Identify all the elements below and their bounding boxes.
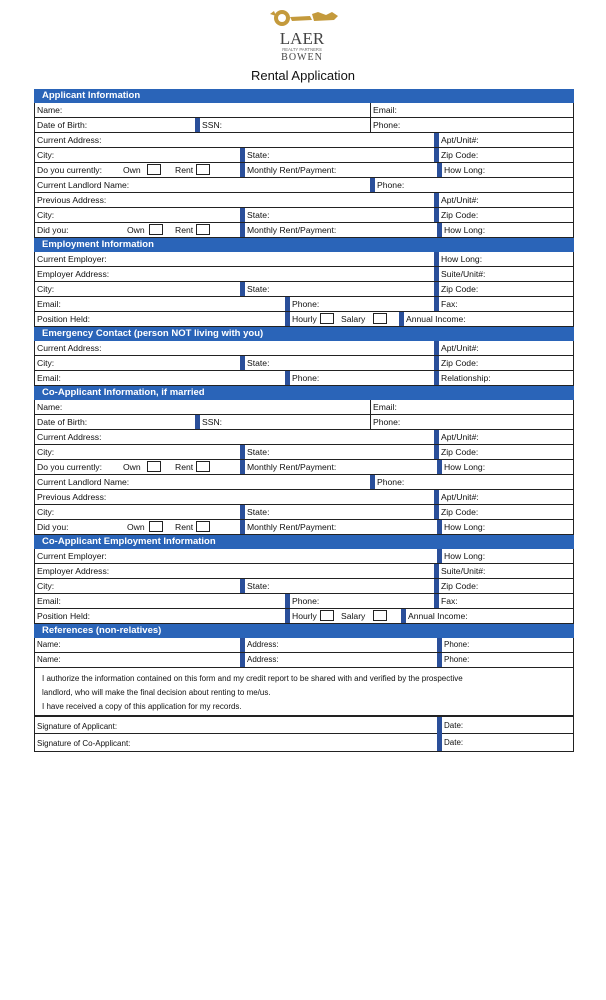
emergency-address-field[interactable]: Current Address: [37, 343, 102, 353]
form-row [34, 148, 574, 163]
annual-income-field[interactable]: Annual Income: [399, 312, 466, 326]
form-row [34, 460, 574, 475]
reference-1-address-field[interactable]: Address: [240, 638, 279, 652]
previous-state-field[interactable]: State: [240, 208, 269, 222]
form-row [34, 178, 574, 193]
form-row [34, 653, 574, 668]
rent-label: Rent [175, 165, 194, 175]
date-of-birth-field[interactable]: Date of Birth: [37, 120, 88, 130]
rental-application-form [34, 89, 574, 752]
co-applicant-signature-field[interactable]: Signature of Co-Applicant: [37, 739, 131, 748]
form-row [34, 549, 574, 564]
co-name-field[interactable]: Name: [37, 402, 63, 412]
form-row [34, 103, 574, 118]
section-emergency-contact: Emergency Contact (person NOT living with you) [34, 327, 574, 341]
reference-1-name-field[interactable]: Name: [37, 640, 61, 649]
hourly-label: Hourly [285, 312, 317, 326]
relationship-field[interactable]: Relationship: [434, 371, 491, 385]
previous-monthly-rent-field[interactable]: Monthly Rent/Payment: [240, 223, 336, 237]
form-row [34, 490, 574, 505]
previous-apt-unit-field[interactable]: Apt/Unit#: [434, 193, 479, 207]
employer-city-field[interactable]: City: [37, 284, 55, 294]
rent-label: Rent [175, 462, 194, 472]
signature-row [34, 716, 574, 734]
co-hourly-checkbox[interactable] [320, 610, 334, 621]
co-employment-how-long-field[interactable]: How Long: [437, 549, 485, 563]
authorization-statement [34, 668, 574, 716]
form-row [34, 133, 574, 148]
svg-text:REALTY PARTNERS: REALTY PARTNERS [282, 47, 322, 52]
reference-2-name-field[interactable]: Name: [37, 655, 61, 664]
form-row [34, 371, 574, 386]
emergency-zip-code-field[interactable]: Zip Code: [434, 356, 478, 370]
city-field[interactable]: City: [37, 150, 55, 160]
form-row [34, 223, 574, 238]
form-row [34, 118, 574, 133]
co-apt-unit-field[interactable]: Apt/Unit#: [434, 430, 479, 444]
form-row [34, 282, 574, 297]
co-state-field[interactable]: State: [240, 445, 269, 459]
co-previous-monthly-rent-field[interactable]: Monthly Rent/Payment: [240, 520, 336, 534]
salary-label: Salary [341, 611, 366, 621]
state-field[interactable]: State: [240, 148, 269, 162]
how-long-field[interactable]: How Long: [437, 163, 485, 177]
co-employer-email-field[interactable]: Email: [37, 596, 61, 606]
co-monthly-rent-field[interactable]: Monthly Rent/Payment: [240, 460, 336, 474]
rent-label: Rent [175, 225, 194, 235]
co-previous-state-field[interactable]: State: [240, 505, 269, 519]
co-employer-state-field[interactable]: State: [240, 579, 269, 593]
ssn-field[interactable]: SSN: [195, 118, 222, 132]
co-email-field[interactable]: Email: [370, 400, 397, 414]
form-row [34, 341, 574, 356]
co-current-employer-field[interactable]: Current Employer: [37, 551, 107, 561]
lion-emblem-icon [270, 10, 338, 26]
form-row [34, 208, 574, 223]
co-employer-phone-field[interactable]: Phone: [285, 594, 319, 608]
previous-rent-checkbox[interactable] [196, 224, 210, 235]
co-employer-zip-code-field[interactable]: Zip Code: [434, 579, 478, 593]
emergency-state-field[interactable]: State: [240, 356, 269, 370]
co-previous-own-checkbox[interactable] [149, 521, 163, 532]
employer-state-field[interactable]: State: [240, 282, 269, 296]
co-applicant-date-field[interactable]: Date: [437, 734, 463, 751]
did-you-label: Did you: [37, 225, 69, 235]
form-row [34, 356, 574, 371]
reference-2-address-field[interactable]: Address: [240, 653, 279, 667]
form-row [34, 163, 574, 178]
form-row [34, 312, 574, 327]
co-phone-field[interactable]: Phone: [370, 415, 400, 429]
co-previous-address-field[interactable]: Previous Address: [37, 492, 107, 502]
email-field[interactable]: Email: [370, 103, 397, 117]
own-checkbox[interactable] [147, 164, 161, 175]
emergency-phone-field[interactable]: Phone: [285, 371, 319, 385]
reference-1-phone-field[interactable]: Phone: [437, 638, 469, 652]
form-row [34, 609, 574, 624]
section-co-applicant-information: Co-Applicant Information, if married [34, 386, 574, 400]
suite-unit-field[interactable]: Suite/Unit#: [434, 267, 485, 281]
previous-own-checkbox[interactable] [149, 224, 163, 235]
authorization-line: I have received a copy of this application for my records. [42, 702, 242, 711]
emergency-apt-unit-field[interactable]: Apt/Unit#: [434, 341, 479, 355]
co-employer-fax-field[interactable]: Fax: [434, 594, 458, 608]
co-suite-unit-field[interactable]: Suite/Unit#: [434, 564, 485, 578]
rent-checkbox[interactable] [196, 164, 210, 175]
current-address-field[interactable]: Current Address: [37, 135, 102, 145]
previous-zip-code-field[interactable]: Zip Code: [434, 208, 478, 222]
current-employer-field[interactable]: Current Employer: [37, 254, 107, 264]
svg-text:LAER: LAER [279, 29, 325, 48]
form-row [34, 297, 574, 312]
co-date-of-birth-field[interactable]: Date of Birth: [37, 417, 88, 427]
authorization-line: I authorize the information contained on this form and my credit report to be shared with and verified by the prospective [42, 674, 463, 683]
rent-label: Rent [175, 522, 194, 532]
co-current-landlord-field[interactable]: Current Landlord Name: [37, 477, 130, 487]
do-you-currently-label: Do you currently: [37, 165, 102, 175]
employer-phone-field[interactable]: Phone: [285, 297, 319, 311]
applicant-signature-field[interactable]: Signature of Applicant: [37, 722, 118, 731]
co-current-address-field[interactable]: Current Address: [37, 432, 102, 442]
section-references: References (non-relatives) [34, 624, 574, 638]
do-you-currently-label: Do you currently: [37, 462, 102, 472]
name-field[interactable]: Name: [37, 105, 63, 115]
co-annual-income-field[interactable]: Annual Income: [401, 609, 468, 623]
employer-address-field[interactable]: Employer Address: [37, 269, 110, 279]
co-previous-zip-code-field[interactable]: Zip Code: [434, 505, 478, 519]
form-row [34, 579, 574, 594]
section-employment-information: Employment Information [34, 238, 574, 252]
form-row [34, 445, 574, 460]
form-row [34, 400, 574, 415]
own-label: Own [123, 165, 141, 175]
form-row [34, 267, 574, 282]
co-previous-rent-checkbox[interactable] [196, 521, 210, 532]
employer-zip-code-field[interactable]: Zip Code: [434, 282, 478, 296]
co-previous-apt-unit-field[interactable]: Apt/Unit#: [434, 490, 479, 504]
form-row [34, 564, 574, 579]
applicant-date-field[interactable]: Date: [437, 717, 463, 734]
hourly-checkbox[interactable] [320, 313, 334, 324]
co-position-held-field[interactable]: Position Held: [37, 611, 91, 621]
co-rent-checkbox[interactable] [196, 461, 210, 472]
form-row [34, 475, 574, 490]
co-how-long-field[interactable]: How Long: [437, 460, 485, 474]
zip-code-field[interactable]: Zip Code: [434, 148, 478, 162]
salary-label: Salary [341, 314, 366, 324]
document-title: Rental Application [250, 68, 356, 83]
salary-checkbox[interactable] [373, 313, 387, 324]
position-held-field[interactable]: Position Held: [37, 314, 91, 324]
landlord-phone-field[interactable]: Phone: [370, 178, 404, 192]
co-own-checkbox[interactable] [147, 461, 161, 472]
svg-text:BOWEN: BOWEN [281, 52, 323, 62]
co-landlord-phone-field[interactable]: Phone: [370, 475, 404, 489]
form-row [34, 415, 574, 430]
current-landlord-field[interactable]: Current Landlord Name: [37, 180, 130, 190]
previous-address-field[interactable]: Previous Address: [37, 195, 107, 205]
hourly-label: Hourly [285, 609, 317, 623]
form-row [34, 594, 574, 609]
emergency-email-field[interactable]: Email: [37, 373, 61, 383]
did-you-label: Did you: [37, 522, 69, 532]
co-previous-city-field[interactable]: City: [37, 507, 55, 517]
form-row [34, 520, 574, 535]
monthly-rent-field[interactable]: Monthly Rent/Payment: [240, 163, 336, 177]
form-row [34, 252, 574, 267]
employment-how-long-field[interactable]: How Long: [434, 252, 482, 266]
form-row [34, 193, 574, 208]
own-label: Own [123, 462, 141, 472]
co-ssn-field[interactable]: SSN: [195, 415, 222, 429]
previous-how-long-field[interactable]: How Long: [437, 223, 485, 237]
authorization-line: landlord, who will make the final decision about renting to me/us. [42, 688, 271, 697]
co-employer-address-field[interactable]: Employer Address: [37, 566, 110, 576]
company-logo [252, 8, 352, 62]
own-label: Own [127, 225, 145, 235]
form-row [34, 430, 574, 445]
own-label: Own [127, 522, 145, 532]
previous-city-field[interactable]: City: [37, 210, 55, 220]
reference-2-phone-field[interactable]: Phone: [437, 653, 469, 667]
section-applicant-information: Applicant Information [34, 89, 574, 103]
co-employer-city-field[interactable]: City: [37, 581, 55, 591]
form-row [34, 638, 574, 653]
employer-fax-field[interactable]: Fax: [434, 297, 458, 311]
co-salary-checkbox[interactable] [373, 610, 387, 621]
employer-email-field[interactable]: Email: [37, 299, 61, 309]
co-previous-how-long-field[interactable]: How Long: [437, 520, 485, 534]
phone-field[interactable]: Phone: [370, 118, 400, 132]
apt-unit-field[interactable]: Apt/Unit#: [434, 133, 479, 147]
section-co-applicant-employment: Co-Applicant Employment Information [34, 535, 574, 549]
form-row [34, 505, 574, 520]
signature-row [34, 734, 574, 752]
co-city-field[interactable]: City: [37, 447, 55, 457]
emergency-city-field[interactable]: City: [37, 358, 55, 368]
co-zip-code-field[interactable]: Zip Code: [434, 445, 478, 459]
